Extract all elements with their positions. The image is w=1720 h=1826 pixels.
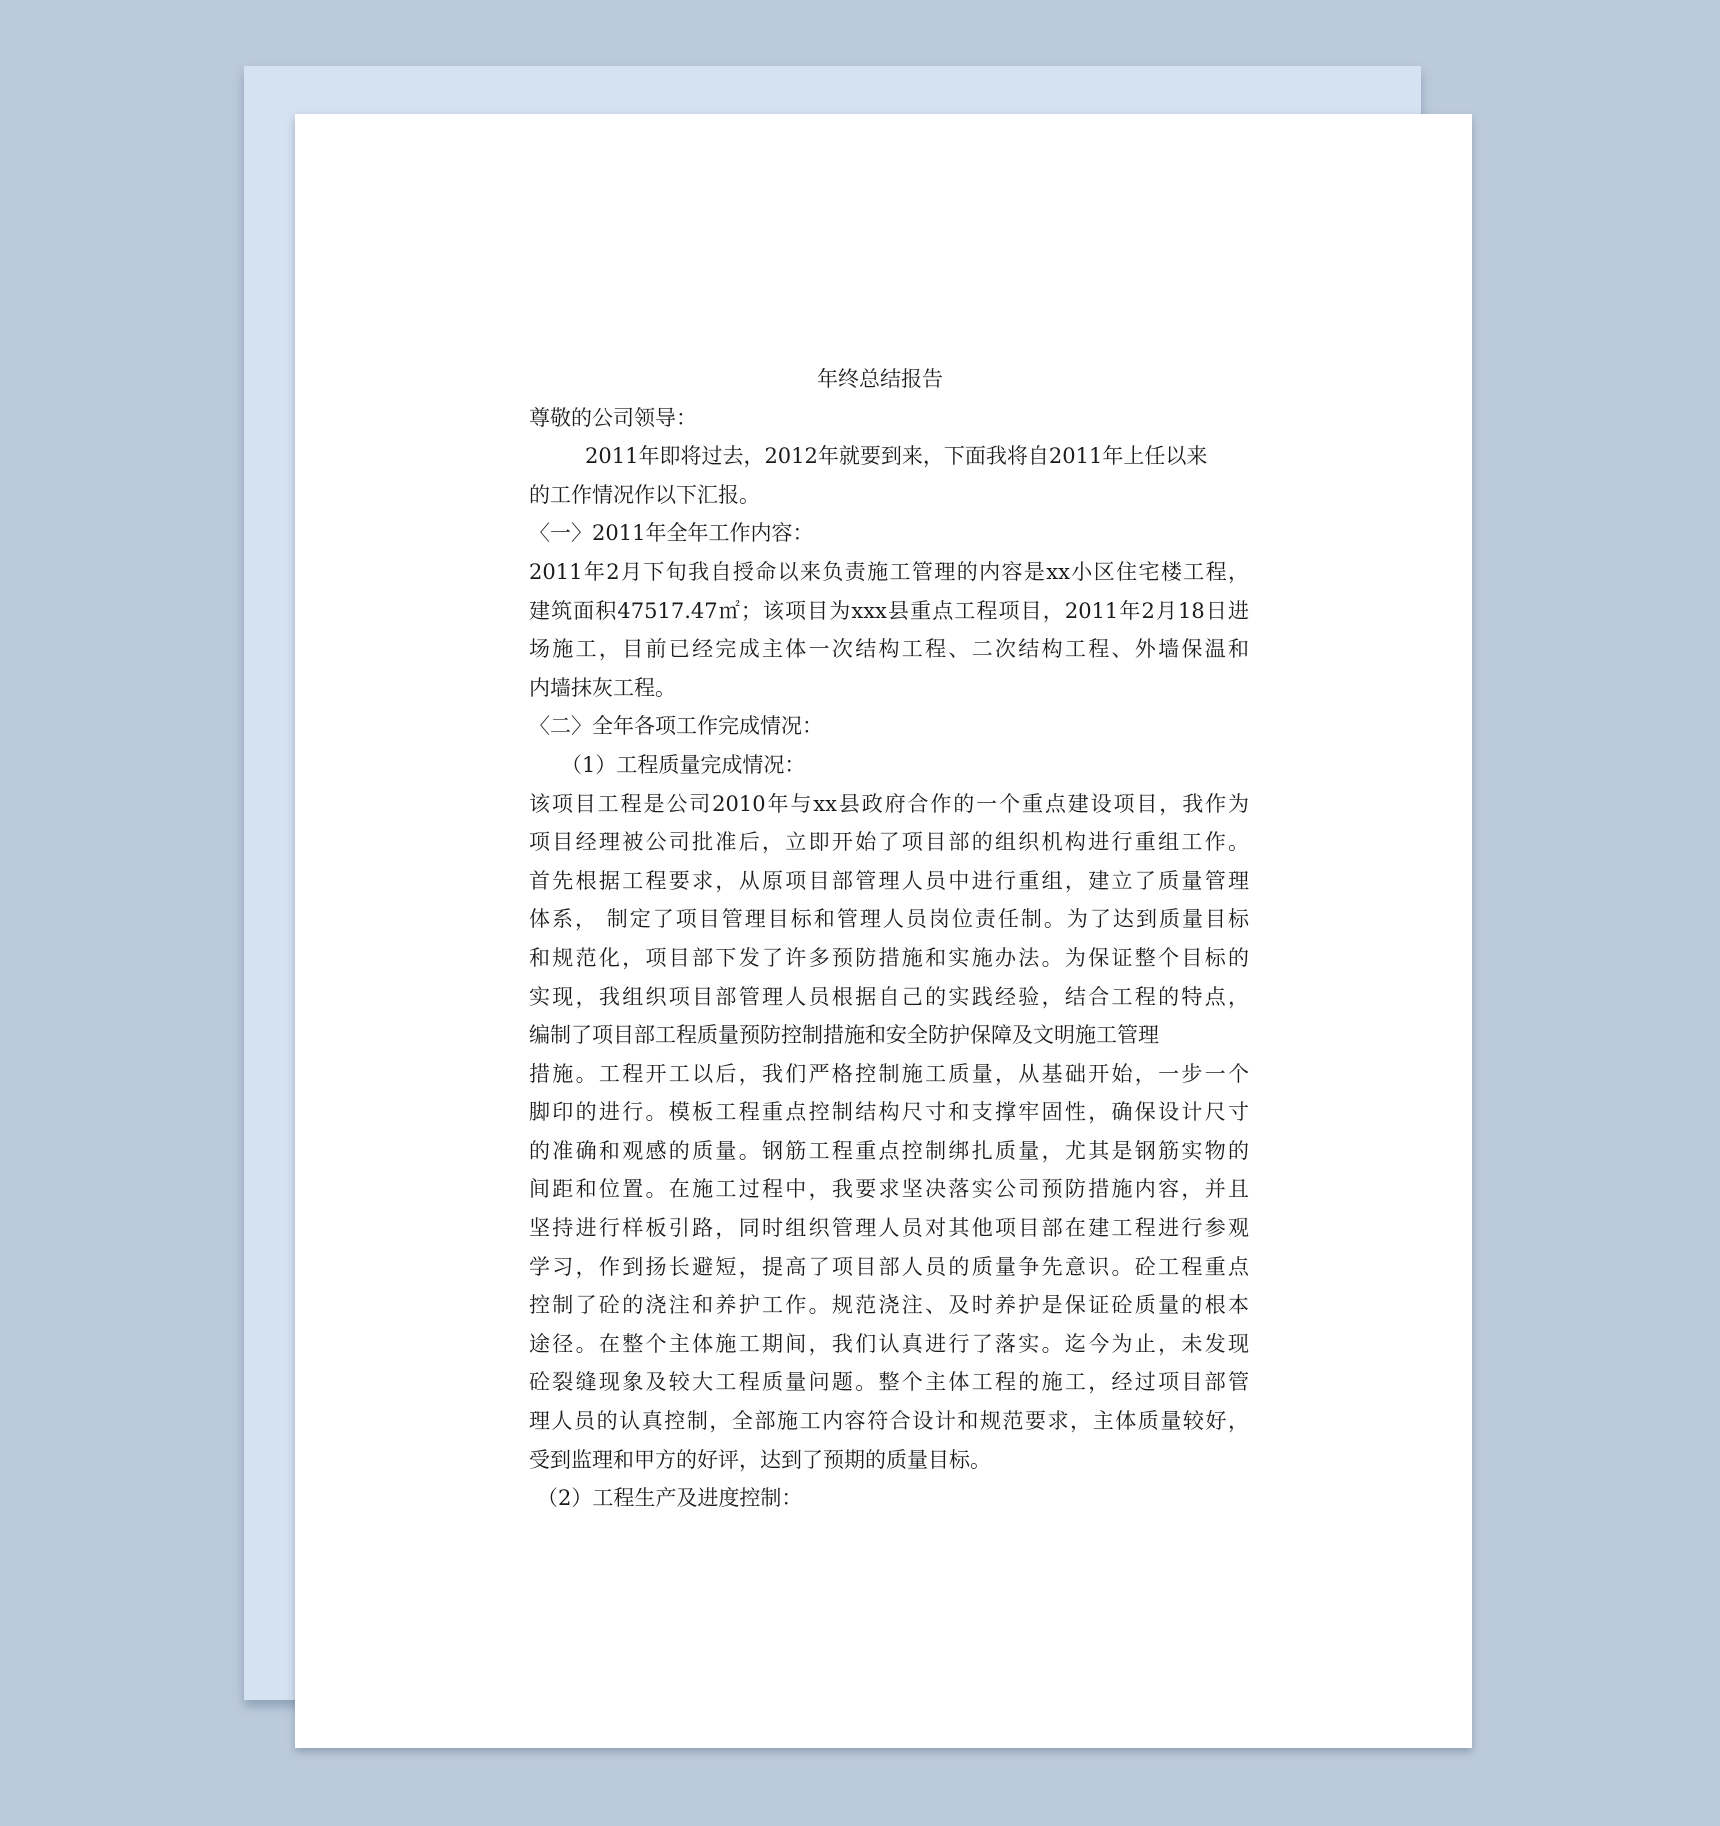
sub1-line-5: 和规范化，项目部下发了许多预防措施和实施办法。为保证整个目标的 xyxy=(529,945,1249,970)
sub1-line-15: 途径。在整个主体施工期间，我们认真进行了落实。迄今为止，未发现 xyxy=(529,1331,1249,1356)
section2-heading: 〈二〉全年各项工作完成情况： xyxy=(529,714,823,739)
sub1-line-1: 该项目工程是公司2010年与xx县政府合作的一个重点建设项目，我作为 xyxy=(529,791,1249,816)
greeting: 尊敬的公司领导： xyxy=(529,405,697,430)
sub1-line-18: 受到监理和甲方的好评，达到了预期的质量目标。 xyxy=(529,1447,991,1472)
section1-line-2: 建筑面积47517.47㎡；该项目为xxx县重点工程项目，2011年2月18日进 xyxy=(529,598,1249,623)
section1-line-1: 2011年2月下旬我自授命以来负责施工管理的内容是xx小区住宅楼工程， xyxy=(529,559,1249,584)
document-title: 年终总结报告 xyxy=(817,367,943,391)
sub1-line-8: 措施。工程开工以后，我们严格控制施工质量，从基础开始，一步一个 xyxy=(529,1061,1249,1086)
sub1-line-6: 实现，我组织项目部管理人员根据自己的实践经验，结合工程的特点， xyxy=(529,984,1249,1009)
intro-line-1: 2011年即将过去，2012年就要到来，下面我将自2011年上任以来 xyxy=(585,444,1208,469)
sub1-line-4: 体系， 制定了项目管理目标和管理人员岗位责任制。为了达到质量目标 xyxy=(529,907,1249,932)
sub1-line-11: 间距和位置。在施工过程中，我要求坚决落实公司预防措施内容，并且 xyxy=(529,1177,1249,1202)
section1-line-3: 场施工，目前已经完成主体一次结构工程、二次结构工程、外墙保温和 xyxy=(529,637,1249,662)
sub1-line-17: 理人员的认真控制，全部施工内容符合设计和规范要求，主体质量较好， xyxy=(529,1409,1249,1434)
document-body xyxy=(529,360,1249,1518)
sub1-line-9: 脚印的进行。模板工程重点控制结构尺寸和支撑牢固性，确保设计尺寸 xyxy=(529,1100,1249,1125)
section1-line-4: 内墙抹灰工程。 xyxy=(529,675,676,700)
sub1-line-13: 学习，作到扬长避短，提高了项目部人员的质量争先意识。砼工程重点 xyxy=(529,1254,1249,1279)
sub2-heading: （2）工程生产及进度控制： xyxy=(537,1486,803,1511)
sub1-line-3: 首先根据工程要求，从原项目部管理人员中进行重组，建立了质量管理 xyxy=(529,868,1249,893)
sub1-line-12: 坚持进行样板引路，同时组织管理人员对其他项目部在建工程进行参观 xyxy=(529,1216,1249,1241)
sub1-line-14: 控制了砼的浇注和养护工作。规范浇注、及时养护是保证砼质量的根本 xyxy=(529,1293,1249,1318)
front-page-sheet xyxy=(295,114,1472,1748)
sub1-line-16: 砼裂缝现象及较大工程质量问题。整个主体工程的施工，经过项目部管 xyxy=(529,1370,1249,1395)
sub1-heading: （1）工程质量完成情况： xyxy=(561,752,806,777)
sub1-line-7: 编制了项目部工程质量预防控制措施和安全防护保障及文明施工管理 xyxy=(529,1023,1159,1048)
sub1-line-2: 项目经理被公司批准后，立即开始了项目部的组织机构进行重组工作。 xyxy=(529,830,1249,855)
intro-line-2: 的工作情况作以下汇报。 xyxy=(529,482,760,507)
section1-heading: 〈一〉2011年全年工作内容： xyxy=(529,521,814,546)
sub1-line-10: 的准确和观感的质量。钢筋工程重点控制绑扎质量，尤其是钢筋实物的 xyxy=(529,1138,1249,1163)
